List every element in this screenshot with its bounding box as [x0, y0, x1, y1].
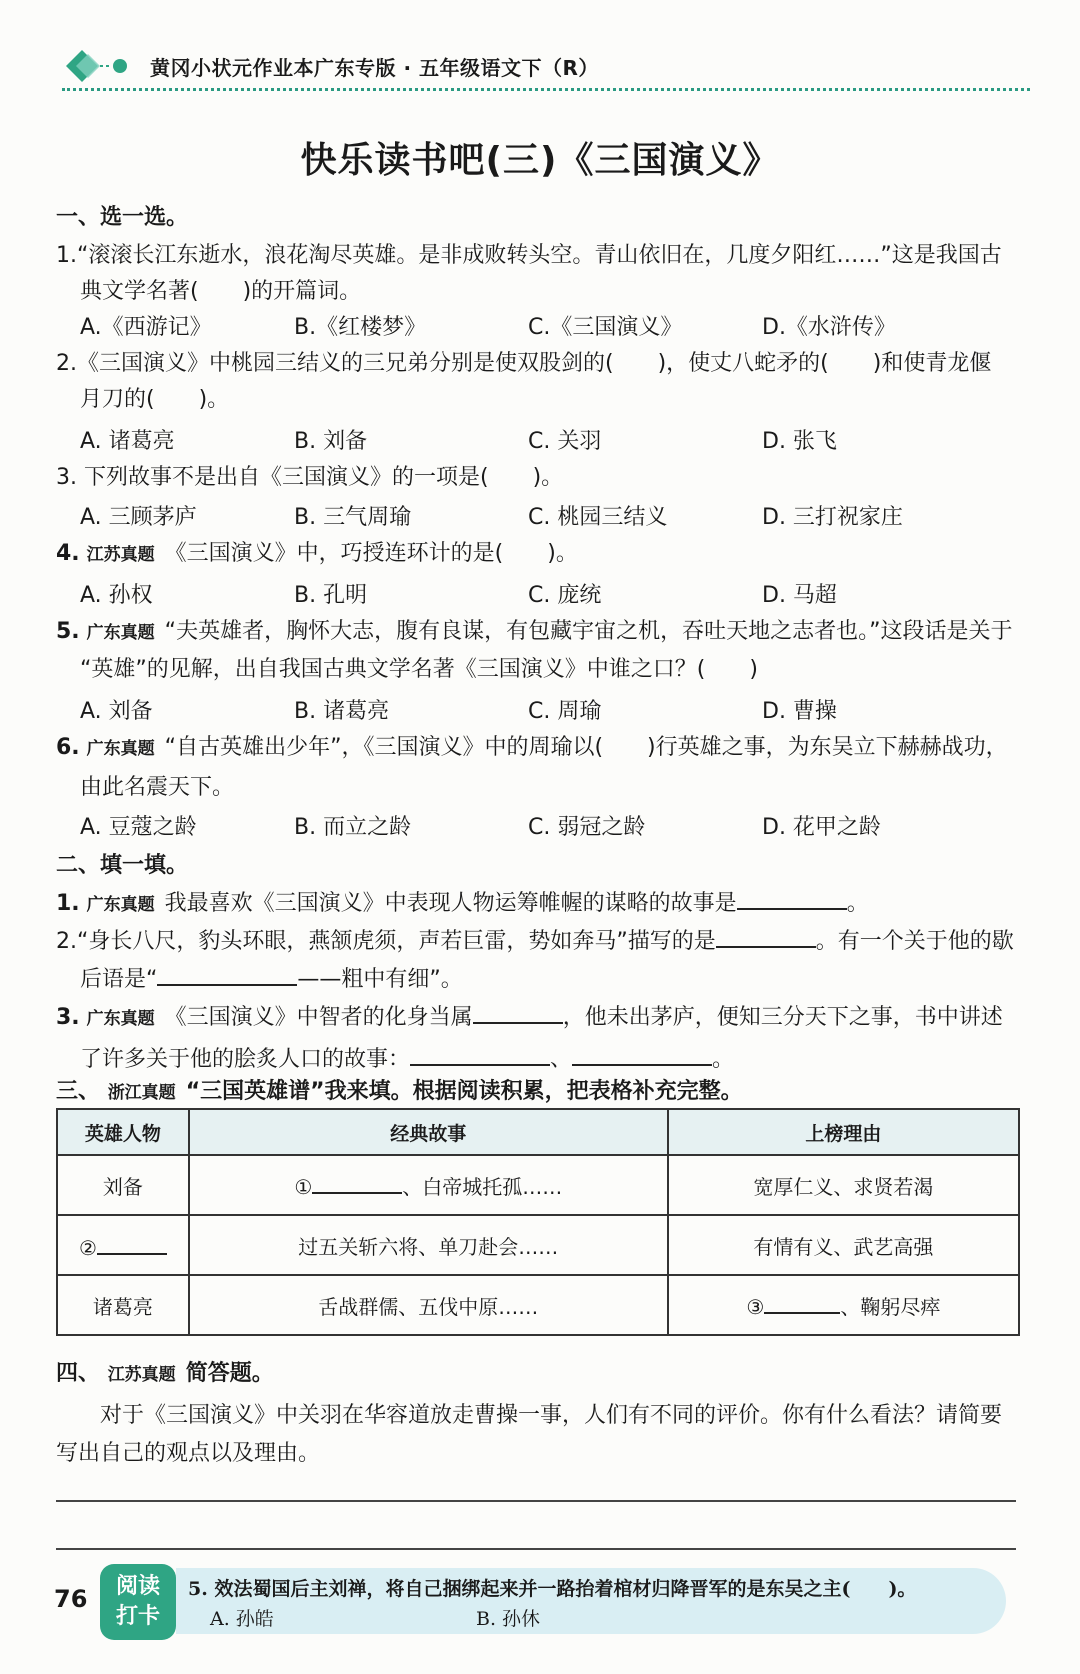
s1-q6-line2: 由此名震天下。	[80, 775, 235, 800]
table-blank-2[interactable]	[97, 1231, 167, 1255]
s2-q2-line2	[80, 962, 463, 998]
s4-tag: 江苏真题	[107, 1365, 176, 1385]
s1-q2-line1: 2.《三国演义》中桃园三结义的三兄弟分别是使双股剑的( )，使丈八蛇矛的( )和使青龙偃	[56, 351, 992, 376]
s1-q1-option-d: D.《水浒传》	[762, 315, 896, 340]
s2-q3-text: 《三国演义》中智者的化身当属	[164, 1005, 473, 1030]
s1-q1-option-c: C.《三国演义》	[528, 315, 683, 340]
table-cell-story: 过五关斩六将、单刀赴会……	[189, 1215, 668, 1275]
s2-q2-line2-start: 后语是“	[80, 967, 158, 992]
table-row	[57, 1215, 1019, 1275]
s2-q1-text: 我最喜欢《三国演义》中表现人物运筹帷幄的谋略的故事是	[164, 891, 737, 916]
page-title: 快乐读书吧(三)《三国演义》	[300, 140, 780, 181]
s1-q6-option-d: D. 花甲之龄	[762, 815, 881, 840]
s2-q1-num: 1.	[56, 891, 80, 916]
table-cell-hero	[57, 1215, 189, 1275]
s1-q3-option-d: D. 三打祝家庄	[762, 505, 903, 530]
s1-q4-option-d: D. 马超	[762, 583, 837, 608]
table-row	[57, 1275, 1019, 1335]
s1-q2-line2: 月刀的( )。	[80, 387, 230, 412]
s2-q3-tag: 广东真题	[86, 1009, 155, 1029]
s2-q3-line2-sep: 、	[550, 1047, 573, 1072]
s3-heading-prefix: 三、	[56, 1079, 101, 1104]
answer-line-2[interactable]	[56, 1548, 1016, 1550]
table-cell-hero: 诸葛亮	[57, 1275, 189, 1335]
table-blank-3[interactable]	[764, 1290, 840, 1314]
s1-q6-option-a: A. 豆蔻之龄	[80, 815, 197, 840]
s1-q4-tag: 江苏真题	[86, 545, 155, 565]
section3-heading	[56, 1074, 743, 1105]
s1-q3-option-a: A. 三顾茅庐	[80, 505, 197, 530]
hero-table	[56, 1108, 1020, 1336]
s4-heading-prefix: 四、	[56, 1361, 101, 1386]
header-title: 黄冈小状元作业本广东专版 · 五年级语文下（R）	[150, 56, 599, 80]
s1-q4-option-a: A. 孙权	[80, 583, 153, 608]
s2-q2-line2-end: ——粗中有细”。	[297, 967, 463, 992]
footer-question: 5. 效法蜀国后主刘禅，将自己捆绑起来并一路抬着棺材归降晋军的是东吴之主( )。	[188, 1578, 917, 1600]
table-header-hero: 英雄人物	[57, 1109, 189, 1155]
s2-q1-end: 。	[846, 891, 869, 916]
s2-q3-line1	[56, 1000, 1003, 1037]
table-header-reason: 上榜理由	[668, 1109, 1019, 1155]
s3-tag: 浙江真题	[107, 1083, 176, 1103]
section4-heading	[56, 1356, 274, 1387]
badge-line2: 打卡	[115, 1604, 160, 1629]
s2-q3-blank-2[interactable]	[410, 1042, 550, 1066]
s2-q2-text-after: 。有一个关于他的歇	[815, 929, 1014, 954]
s1-q3-line1: 3. 下列故事不是出自《三国演义》的一项是( )。	[56, 465, 564, 490]
blank-number: ③	[746, 1295, 765, 1319]
s1-q1-line1: 1.“滚滚长江东逝水，浪花淘尽英雄。是非成败转头空。青山依旧在，几度夕阳红……”这是我国古	[56, 243, 1002, 268]
s3-heading-text: “三国英雄谱”我来填。根据阅读积累，把表格补充完整。	[185, 1079, 743, 1104]
s2-q2-blank-2[interactable]	[157, 962, 297, 986]
table-header-row	[57, 1109, 1019, 1155]
s1-q1-option-b: B.《红楼梦》	[294, 315, 427, 340]
s1-q3-option-b: B. 三气周瑜	[294, 505, 412, 530]
s1-q6-num: 6.	[56, 735, 80, 760]
s1-q5-option-b: B. 诸葛亮	[294, 699, 390, 724]
s1-q4-num: 4.	[56, 541, 80, 566]
s4-line1: 对于《三国演义》中关羽在华容道放走曹操一事，人们有不同的评价。你有什么看法？请简要	[100, 1403, 1003, 1428]
footer-option-a: A. 孙皓	[210, 1608, 274, 1630]
s1-q5-option-c: C. 周瑜	[528, 699, 602, 724]
s1-q2-option-d: D. 张飞	[762, 429, 837, 454]
s1-q4-option-b: B. 孔明	[294, 583, 368, 608]
s1-q1-line2: 典文学名著( )的开篇词。	[80, 279, 362, 304]
s1-q2-option-a: A. 诸葛亮	[80, 429, 175, 454]
table-cell-hero: 刘备	[57, 1155, 189, 1215]
s1-q2-option-c: C. 关羽	[528, 429, 602, 454]
s1-q5-option-a: A. 刘备	[80, 699, 153, 724]
header-divider	[62, 88, 1030, 91]
s1-q5-num: 5.	[56, 619, 80, 644]
s1-q3-option-c: C. 桃园三结义	[528, 505, 668, 530]
table-cell-reason	[668, 1275, 1019, 1335]
s2-q3-text-after: ，他未出茅庐，便知三分天下之事，书中讲述	[562, 1005, 1003, 1030]
s4-heading-text: 简答题。	[185, 1361, 274, 1386]
s1-q6-line1	[56, 730, 1008, 767]
s2-q3-num: 3.	[56, 1005, 80, 1030]
s1-q4-option-c: C. 庞统	[528, 583, 602, 608]
s1-q5-text: “夫英雄者，胸怀大志，腹有良谋，有包藏宇宙之机，吞吐天地之志者也。”这段话是关于	[164, 619, 1013, 644]
table-header-story: 经典故事	[189, 1109, 668, 1155]
s1-q5-line2: “英雄”的见解，出自我国古典文学名著《三国演义》中谁之口？( )	[80, 657, 758, 682]
s2-q1-blank[interactable]	[737, 886, 847, 910]
s2-q1-tag: 广东真题	[86, 895, 155, 915]
s2-q2-blank-1[interactable]	[716, 924, 816, 948]
blank-number: ①	[294, 1175, 313, 1199]
section1-heading: 一、选一选。	[56, 205, 189, 230]
header-diamond-icon	[62, 46, 128, 86]
answer-line-1[interactable]	[56, 1500, 1016, 1502]
s1-q6-option-b: B. 而立之龄	[294, 815, 412, 840]
s1-q5-line1	[56, 614, 1012, 651]
table-cell-reason: 有情有义、武艺高强	[668, 1215, 1019, 1275]
s1-q1-option-a: A.《西游记》	[80, 315, 212, 340]
s1-q5-tag: 广东真题	[86, 623, 155, 643]
table-cell-story	[189, 1155, 668, 1215]
s4-line2: 写出自己的观点以及理由。	[56, 1441, 321, 1466]
s1-q6-option-c: C. 弱冠之龄	[528, 815, 646, 840]
s1-q2-option-b: B. 刘备	[294, 429, 368, 454]
s2-q1	[56, 886, 869, 923]
s2-q3-blank-1[interactable]	[473, 1000, 563, 1024]
s1-q4	[56, 536, 578, 573]
s2-q3-line2-start: 了许多关于他的脍炙人口的故事：	[80, 1047, 411, 1072]
s2-q3-line2	[80, 1042, 734, 1078]
s2-q3-blank-3[interactable]	[572, 1042, 712, 1066]
s2-q3-line2-end: 。	[712, 1047, 735, 1072]
s1-q6-tag: 广东真题	[86, 739, 155, 759]
footer-option-b: B. 孙休	[476, 1608, 541, 1630]
reason-suffix: 、鞠躬尽瘁	[840, 1295, 941, 1319]
table-blank-1[interactable]	[312, 1170, 402, 1194]
reading-checkin-badge	[100, 1564, 176, 1640]
s1-q4-text: 《三国演义》中，巧授连环计的是( )。	[164, 541, 578, 566]
s1-q5-option-d: D. 曹操	[762, 699, 837, 724]
badge-line1: 阅读	[115, 1574, 160, 1599]
table-cell-reason: 宽厚仁义、求贤若渴	[668, 1155, 1019, 1215]
s1-q6-text: “自古英雄出少年”，《三国演义》中的周瑜以( )行英雄之事，为东吴立下赫赫战功，	[164, 735, 1008, 760]
page-number: 76	[54, 1585, 88, 1613]
s2-q2-line1	[56, 924, 1014, 960]
table-row	[57, 1155, 1019, 1215]
blank-number: ②	[78, 1235, 97, 1260]
story-suffix: 、白帝城托孤……	[402, 1175, 563, 1199]
table-cell-story: 舌战群儒、五伐中原……	[189, 1275, 668, 1335]
section2-heading: 二、填一填。	[56, 853, 189, 878]
s2-q2-text: 2.“身长八尺，豹头环眼，燕颔虎须，声若巨雷，势如奔马”描写的是	[56, 929, 716, 954]
